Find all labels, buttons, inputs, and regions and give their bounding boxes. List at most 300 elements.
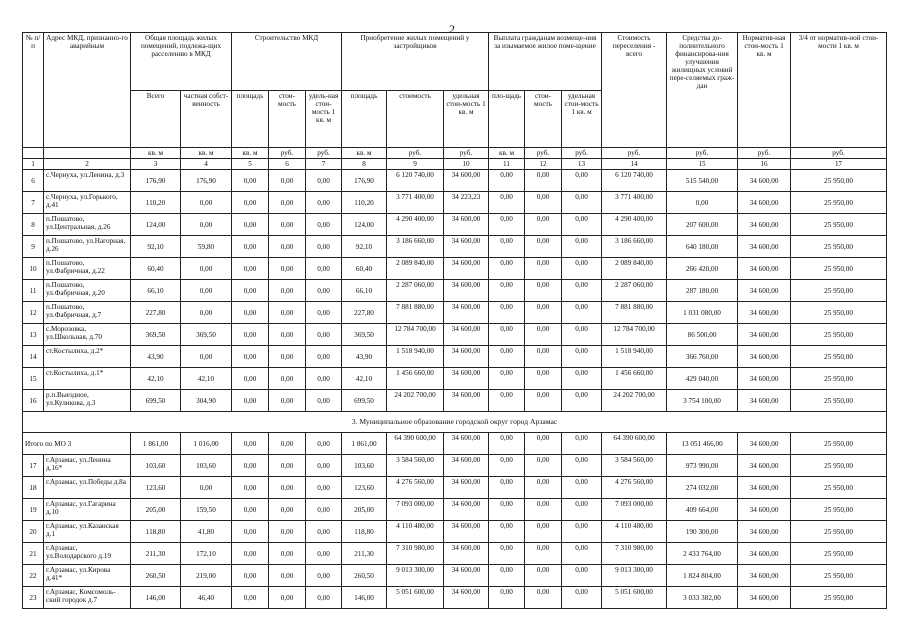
table-cell: г.Арзамас, ул.Гагарина д.10 — [44, 499, 131, 521]
table-cell: 21 — [23, 543, 44, 565]
total-cell: 1 016,00 — [181, 433, 232, 455]
table-cell: 34 600,00 — [444, 214, 489, 236]
table-cell: 0,00 — [232, 170, 269, 192]
table-cell: 4 290 400,00 — [602, 214, 667, 236]
table-row — [23, 390, 887, 412]
table-cell: 25 950,00 — [791, 390, 887, 412]
table-cell: 409 664,00 — [667, 499, 738, 521]
total-cell: 0,00 — [525, 433, 562, 455]
table-cell: 0,00 — [562, 455, 602, 477]
table-cell: 0,00 — [525, 236, 562, 258]
table-cell: 46,40 — [181, 587, 232, 609]
table-cell: 25 950,00 — [791, 280, 887, 302]
column-numbers-row — [23, 159, 887, 170]
table-row — [23, 499, 887, 521]
table-cell: 13 — [23, 324, 44, 346]
table-cell: 0,00 — [489, 565, 525, 587]
table-cell: 0,00 — [306, 455, 342, 477]
table-cell: 34 600,00 — [444, 455, 489, 477]
table-cell: 34 600,00 — [444, 170, 489, 192]
table-cell: 34 600,00 — [738, 192, 791, 214]
table-row — [23, 368, 887, 390]
header-extra-funds: Средства до-полнительного финансирова-ния улучшения жилищных условий пере-селяемых граж-дан — [667, 33, 738, 148]
table-row — [23, 236, 887, 258]
total-label: Итого по МО 3 — [23, 433, 131, 455]
table-cell: 43,90 — [131, 346, 181, 368]
column-number-cell: 11 — [489, 159, 525, 170]
table-cell: 1 456 660,00 — [602, 368, 667, 390]
table-cell: 24 202 700,00 — [387, 390, 444, 412]
table-cell: 6 120 740,00 — [387, 170, 444, 192]
table-cell: 5 051 600,00 — [387, 587, 444, 609]
section-row — [23, 412, 887, 433]
table-cell: 0,00 — [232, 214, 269, 236]
total-cell: 0,00 — [232, 433, 269, 455]
table-cell: 103,60 — [131, 455, 181, 477]
table-cell: 227,80 — [342, 302, 387, 324]
total-cell: 13 051 466,00 — [667, 433, 738, 455]
table-cell: 0,00 — [525, 324, 562, 346]
table-cell: 0,00 — [269, 324, 306, 346]
table-cell: 0,00 — [306, 390, 342, 412]
table-cell: 34 600,00 — [444, 521, 489, 543]
table-cell: 0,00 — [306, 258, 342, 280]
table-cell: 304,90 — [181, 390, 232, 412]
table-cell: 366 760,00 — [667, 346, 738, 368]
table-cell: 0,00 — [562, 565, 602, 587]
page-number: 2 — [449, 22, 456, 36]
table-cell: 0,00 — [667, 192, 738, 214]
header-construction-area: площадь — [232, 91, 269, 148]
table-cell: 9 013 300,00 — [602, 565, 667, 587]
table-cell: 23 — [23, 587, 44, 609]
table-cell: 0,00 — [232, 368, 269, 390]
table-cell: 0,00 — [525, 170, 562, 192]
table-row — [23, 302, 887, 324]
table-cell: 0,00 — [562, 390, 602, 412]
table-cell: 0,00 — [269, 368, 306, 390]
table-cell: 0,00 — [232, 455, 269, 477]
table-cell: 0,00 — [562, 543, 602, 565]
table-cell: 3 186 660,00 — [602, 236, 667, 258]
table-cell: 7 — [23, 192, 44, 214]
unit-cell: руб. — [269, 148, 306, 159]
header-construction-cost: стои-мость — [269, 91, 306, 148]
table-cell: 287 180,00 — [667, 280, 738, 302]
table-cell: 0,00 — [525, 521, 562, 543]
table-cell: 18 — [23, 477, 44, 499]
table-cell: 7 093 000,00 — [602, 499, 667, 521]
total-cell: 1 861,00 — [131, 433, 181, 455]
table-cell: 0,00 — [232, 543, 269, 565]
header-purchase-cost: стоимость — [387, 91, 444, 148]
table-cell: 34 600,00 — [444, 302, 489, 324]
table-cell: 15 — [23, 368, 44, 390]
unit-cell: руб. — [306, 148, 342, 159]
table-cell: 12 784 700,00 — [602, 324, 667, 346]
table-cell: 25 950,00 — [791, 170, 887, 192]
header-construction-group: Строительство МКД — [232, 33, 342, 91]
table-cell: 123,60 — [131, 477, 181, 499]
table-cell: 34 600,00 — [738, 543, 791, 565]
table-cell: 0,00 — [269, 236, 306, 258]
table-cell: 25 950,00 — [791, 565, 887, 587]
units-cell-empty — [44, 148, 131, 159]
table-cell: 0,00 — [232, 324, 269, 346]
table-cell: 25 950,00 — [791, 455, 887, 477]
table-cell: 7 310 980,00 — [602, 543, 667, 565]
table-cell: 19 — [23, 499, 44, 521]
table-cell: 34 600,00 — [738, 565, 791, 587]
column-number-cell: 7 — [306, 159, 342, 170]
table-cell: 124,00 — [342, 214, 387, 236]
table-cell: 227,80 — [131, 302, 181, 324]
table-cell: 369,50 — [131, 324, 181, 346]
table-row — [23, 280, 887, 302]
column-number-cell: 4 — [181, 159, 232, 170]
table-cell: 0,00 — [525, 192, 562, 214]
table-cell: 34 600,00 — [738, 346, 791, 368]
unit-cell: руб. — [444, 148, 489, 159]
table-cell: 25 950,00 — [791, 346, 887, 368]
table-cell: 1 518 940,00 — [602, 346, 667, 368]
table-cell: 34 223,23 — [444, 192, 489, 214]
table-cell: 0,00 — [562, 346, 602, 368]
column-number-cell: 2 — [44, 159, 131, 170]
table-cell: 0,00 — [269, 565, 306, 587]
table-cell: 14 — [23, 346, 44, 368]
table-cell: 0,00 — [232, 587, 269, 609]
header-norm-34: 3/4 от норматив-ной стои-мости 1 кв. м — [791, 33, 887, 148]
header-payout-group: Выплата гражданам возмеще-ния за изымаемое жилое поме-щение — [489, 33, 602, 91]
table-cell: 1 824 804,00 — [667, 565, 738, 587]
table-cell: 0,00 — [306, 236, 342, 258]
table-cell: ст.Костылиха, д.2* — [44, 346, 131, 368]
table-cell: 0,00 — [181, 346, 232, 368]
table-cell: 0,00 — [306, 587, 342, 609]
table-cell: 0,00 — [562, 302, 602, 324]
table-cell: 0,00 — [269, 192, 306, 214]
table-cell: 4 290 400,00 — [387, 214, 444, 236]
table-cell: 0,00 — [306, 214, 342, 236]
table-cell: 0,00 — [489, 280, 525, 302]
table-cell: 4 276 560,00 — [602, 477, 667, 499]
table-cell: 0,00 — [489, 455, 525, 477]
header-purchase-unit-cost: удельная стои-мость 1 кв. м — [444, 91, 489, 148]
table-cell: 17 — [23, 455, 44, 477]
table-cell: 0,00 — [562, 170, 602, 192]
table-row — [23, 455, 887, 477]
table-cell: 0,00 — [489, 258, 525, 280]
table-cell: 12 — [23, 302, 44, 324]
table-row — [23, 543, 887, 565]
table-cell: 34 600,00 — [738, 521, 791, 543]
table-cell: 34 600,00 — [444, 324, 489, 346]
header-payout-area: пло-щадь — [489, 91, 525, 148]
table-cell: 9 013 300,00 — [387, 565, 444, 587]
table-cell: 34 600,00 — [444, 565, 489, 587]
table-cell: 2 089 840,00 — [602, 258, 667, 280]
unit-cell: руб. — [738, 148, 791, 159]
table-cell: г.Арзамас, ул.Кирова д.41* — [44, 565, 131, 587]
table-cell: 260,50 — [131, 565, 181, 587]
table-cell: 0,00 — [232, 192, 269, 214]
table-cell: 0,00 — [489, 324, 525, 346]
header-area-group: Общая площадь жилых помещений, подлежа-щих расселению в МКД — [131, 33, 232, 91]
table-row — [23, 258, 887, 280]
table-cell: 34 600,00 — [738, 214, 791, 236]
unit-cell: кв. м — [342, 148, 387, 159]
table-cell: 110,20 — [342, 192, 387, 214]
table-cell: 16 — [23, 390, 44, 412]
table-cell: п.Пошатово, ул.Нагорная, д.26 — [44, 236, 131, 258]
table-cell: 0,00 — [562, 477, 602, 499]
table-cell: 0,00 — [525, 455, 562, 477]
column-number-cell: 9 — [387, 159, 444, 170]
table-cell: 0,00 — [562, 192, 602, 214]
total-cell: 0,00 — [306, 433, 342, 455]
table-cell: 0,00 — [489, 477, 525, 499]
total-row — [23, 433, 887, 455]
table-cell: 0,00 — [306, 543, 342, 565]
table-cell: 0,00 — [269, 390, 306, 412]
table-cell: р.п.Выездное, ул.Куликова, д.3 — [44, 390, 131, 412]
table-cell: 0,00 — [525, 543, 562, 565]
units-row — [23, 148, 887, 159]
table-cell: 219,00 — [181, 565, 232, 587]
table-cell: 0,00 — [181, 477, 232, 499]
table-cell: 0,00 — [489, 499, 525, 521]
table-cell: г.Арзамас, ул.Володарского д.19 — [44, 543, 131, 565]
table-cell: 6 120 740,00 — [602, 170, 667, 192]
column-number-cell: 6 — [269, 159, 306, 170]
table-cell: 34 600,00 — [444, 499, 489, 521]
table-cell: 103,60 — [181, 455, 232, 477]
table-cell: 20 — [23, 521, 44, 543]
table-row — [23, 521, 887, 543]
header-area-total: Всего — [131, 91, 181, 148]
section-title: 3. Муниципальное образование городской округ город Арзамас — [23, 412, 887, 433]
table-cell: 34 600,00 — [444, 477, 489, 499]
table-cell: 1 031 080,00 — [667, 302, 738, 324]
table-cell: 34 600,00 — [738, 170, 791, 192]
table-cell: 0,00 — [306, 368, 342, 390]
total-cell: 34 600,00 — [444, 433, 489, 455]
table-cell: 60,40 — [342, 258, 387, 280]
table-cell: с.Чернуха, ул.Ленина, д.3 — [44, 170, 131, 192]
table-cell: 172,10 — [181, 543, 232, 565]
table-cell: 12 784 700,00 — [387, 324, 444, 346]
table-cell: 25 950,00 — [791, 214, 887, 236]
table-cell: 34 600,00 — [444, 390, 489, 412]
table-cell: 0,00 — [489, 236, 525, 258]
table-cell: 34 600,00 — [738, 587, 791, 609]
table-cell: 0,00 — [269, 170, 306, 192]
table-cell: 34 600,00 — [444, 236, 489, 258]
table-cell: 42,10 — [342, 368, 387, 390]
table-cell: 0,00 — [269, 521, 306, 543]
table-cell: 2 433 764,00 — [667, 543, 738, 565]
table-cell: 118,80 — [131, 521, 181, 543]
table-cell: 0,00 — [525, 280, 562, 302]
table-cell: 34 600,00 — [738, 477, 791, 499]
table-cell: 25 950,00 — [791, 587, 887, 609]
table-cell: 0,00 — [269, 455, 306, 477]
table-cell: 2 089 840,00 — [387, 258, 444, 280]
table-cell: 205,00 — [342, 499, 387, 521]
table-cell: 7 881 880,00 — [387, 302, 444, 324]
unit-cell: руб. — [525, 148, 562, 159]
table-cell: 211,30 — [131, 543, 181, 565]
table-cell: 176,90 — [131, 170, 181, 192]
table-cell: 0,00 — [232, 499, 269, 521]
table-cell: 0,00 — [525, 368, 562, 390]
column-number-cell: 5 — [232, 159, 269, 170]
table-cell: 25 950,00 — [791, 521, 887, 543]
table-cell: 3 771 400,00 — [387, 192, 444, 214]
unit-cell: руб. — [387, 148, 444, 159]
table-cell: 3 584 560,00 — [387, 455, 444, 477]
resettlement-table — [22, 32, 887, 609]
total-cell: 34 600,00 — [738, 433, 791, 455]
table-cell: п.Пошатово, ул.Фабричная, д.7 — [44, 302, 131, 324]
units-cell-empty — [23, 148, 44, 159]
column-number-cell: 1 — [23, 159, 44, 170]
table-cell: 4 110 480,00 — [387, 521, 444, 543]
table-cell: 25 950,00 — [791, 258, 887, 280]
table-cell: 34 600,00 — [738, 302, 791, 324]
table-cell: 0,00 — [489, 214, 525, 236]
table-cell: 0,00 — [562, 499, 602, 521]
table-cell: 0,00 — [232, 477, 269, 499]
table-cell: 0,00 — [489, 368, 525, 390]
table-cell: 0,00 — [306, 302, 342, 324]
column-number-cell: 3 — [131, 159, 181, 170]
column-number-cell: 15 — [667, 159, 738, 170]
total-cell: 64 390 600,00 — [602, 433, 667, 455]
table-cell: 0,00 — [269, 477, 306, 499]
unit-cell: кв. м — [489, 148, 525, 159]
table-cell: 0,00 — [306, 477, 342, 499]
table-cell: 34 600,00 — [738, 499, 791, 521]
table-cell: 0,00 — [181, 302, 232, 324]
table-cell: 86 500,00 — [667, 324, 738, 346]
table-cell: 973 990,00 — [667, 455, 738, 477]
table-cell: 0,00 — [525, 214, 562, 236]
table-cell: 3 033 382,00 — [667, 587, 738, 609]
table-cell: 34 600,00 — [444, 368, 489, 390]
header-purchase-area: площадь — [342, 91, 387, 148]
table-row — [23, 192, 887, 214]
table-cell: с.Морозовка, ул.Школьная, д.70 — [44, 324, 131, 346]
table-cell: п.Пошатово, ул.Фабричная, д.20 — [44, 280, 131, 302]
table-cell: п.Пошатово, ул.Фабричная, д.22 — [44, 258, 131, 280]
table-cell: 42,10 — [131, 368, 181, 390]
table-row — [23, 587, 887, 609]
unit-cell: кв. м — [232, 148, 269, 159]
header-payout-cost: стои-мость — [525, 91, 562, 148]
table-row — [23, 214, 887, 236]
table-cell: 515 540,00 — [667, 170, 738, 192]
table-cell: 0,00 — [525, 477, 562, 499]
table-cell: 0,00 — [562, 521, 602, 543]
table-cell: 34 600,00 — [444, 587, 489, 609]
column-number-cell: 13 — [562, 159, 602, 170]
table-cell: 34 600,00 — [738, 455, 791, 477]
table-cell: 110,20 — [131, 192, 181, 214]
table-cell: 25 950,00 — [791, 324, 887, 346]
table-cell: 34 600,00 — [444, 258, 489, 280]
table-cell: 34 600,00 — [738, 324, 791, 346]
table-cell: 0,00 — [306, 521, 342, 543]
table-cell: 0,00 — [232, 302, 269, 324]
table-cell: 25 950,00 — [791, 499, 887, 521]
column-number-cell: 16 — [738, 159, 791, 170]
table-cell: 0,00 — [232, 258, 269, 280]
table-cell: 0,00 — [489, 587, 525, 609]
table-cell: 146,00 — [342, 587, 387, 609]
table-cell: 0,00 — [232, 565, 269, 587]
table-cell: 0,00 — [562, 214, 602, 236]
table-cell: 3 754 100,00 — [667, 390, 738, 412]
table-cell: 6 — [23, 170, 44, 192]
table-cell: 207 600,00 — [667, 214, 738, 236]
table-cell: 0,00 — [232, 280, 269, 302]
table-cell: 369,50 — [342, 324, 387, 346]
table-cell: 0,00 — [525, 302, 562, 324]
table-cell: с.Чернуха, ул.Горького, д.41 — [44, 192, 131, 214]
table-cell: 0,00 — [181, 192, 232, 214]
total-cell: 0,00 — [562, 433, 602, 455]
table-cell: 211,30 — [342, 543, 387, 565]
table-cell: 0,00 — [525, 587, 562, 609]
table-cell: 10 — [23, 258, 44, 280]
unit-cell: руб. — [791, 148, 887, 159]
table-cell: 0,00 — [181, 280, 232, 302]
table-cell: 0,00 — [269, 499, 306, 521]
table-cell: 0,00 — [306, 499, 342, 521]
table-cell: 7 093 000,00 — [387, 499, 444, 521]
column-number-cell: 17 — [791, 159, 887, 170]
table-cell: 0,00 — [232, 346, 269, 368]
table-cell: 3 186 660,00 — [387, 236, 444, 258]
table-row — [23, 170, 887, 192]
table-cell: 0,00 — [306, 170, 342, 192]
table-cell: 34 600,00 — [738, 390, 791, 412]
table-cell: 146,00 — [131, 587, 181, 609]
unit-cell: кв. м — [131, 148, 181, 159]
table-cell: 176,90 — [181, 170, 232, 192]
table-cell: г.Арзамас, ул.Победы д.8а — [44, 477, 131, 499]
column-number-cell: 12 — [525, 159, 562, 170]
table-cell: 699,50 — [342, 390, 387, 412]
table-cell: 25 950,00 — [791, 192, 887, 214]
table-cell: 0,00 — [525, 499, 562, 521]
unit-cell: руб. — [562, 148, 602, 159]
table-cell: 34 600,00 — [444, 346, 489, 368]
table-cell: 103,60 — [342, 455, 387, 477]
table-cell: г.Арзамас, ул.Казанская д.1 — [44, 521, 131, 543]
table-cell: 0,00 — [269, 587, 306, 609]
table-cell: 260,50 — [342, 565, 387, 587]
table-cell: 0,00 — [269, 346, 306, 368]
table-cell: 205,00 — [131, 499, 181, 521]
header-address: Адрес МКД, признанно-го аварийным — [44, 33, 131, 148]
table-cell: 5 051 600,00 — [602, 587, 667, 609]
table-cell: 34 600,00 — [738, 236, 791, 258]
table-cell: 24 202 700,00 — [602, 390, 667, 412]
table-cell: 266 420,00 — [667, 258, 738, 280]
